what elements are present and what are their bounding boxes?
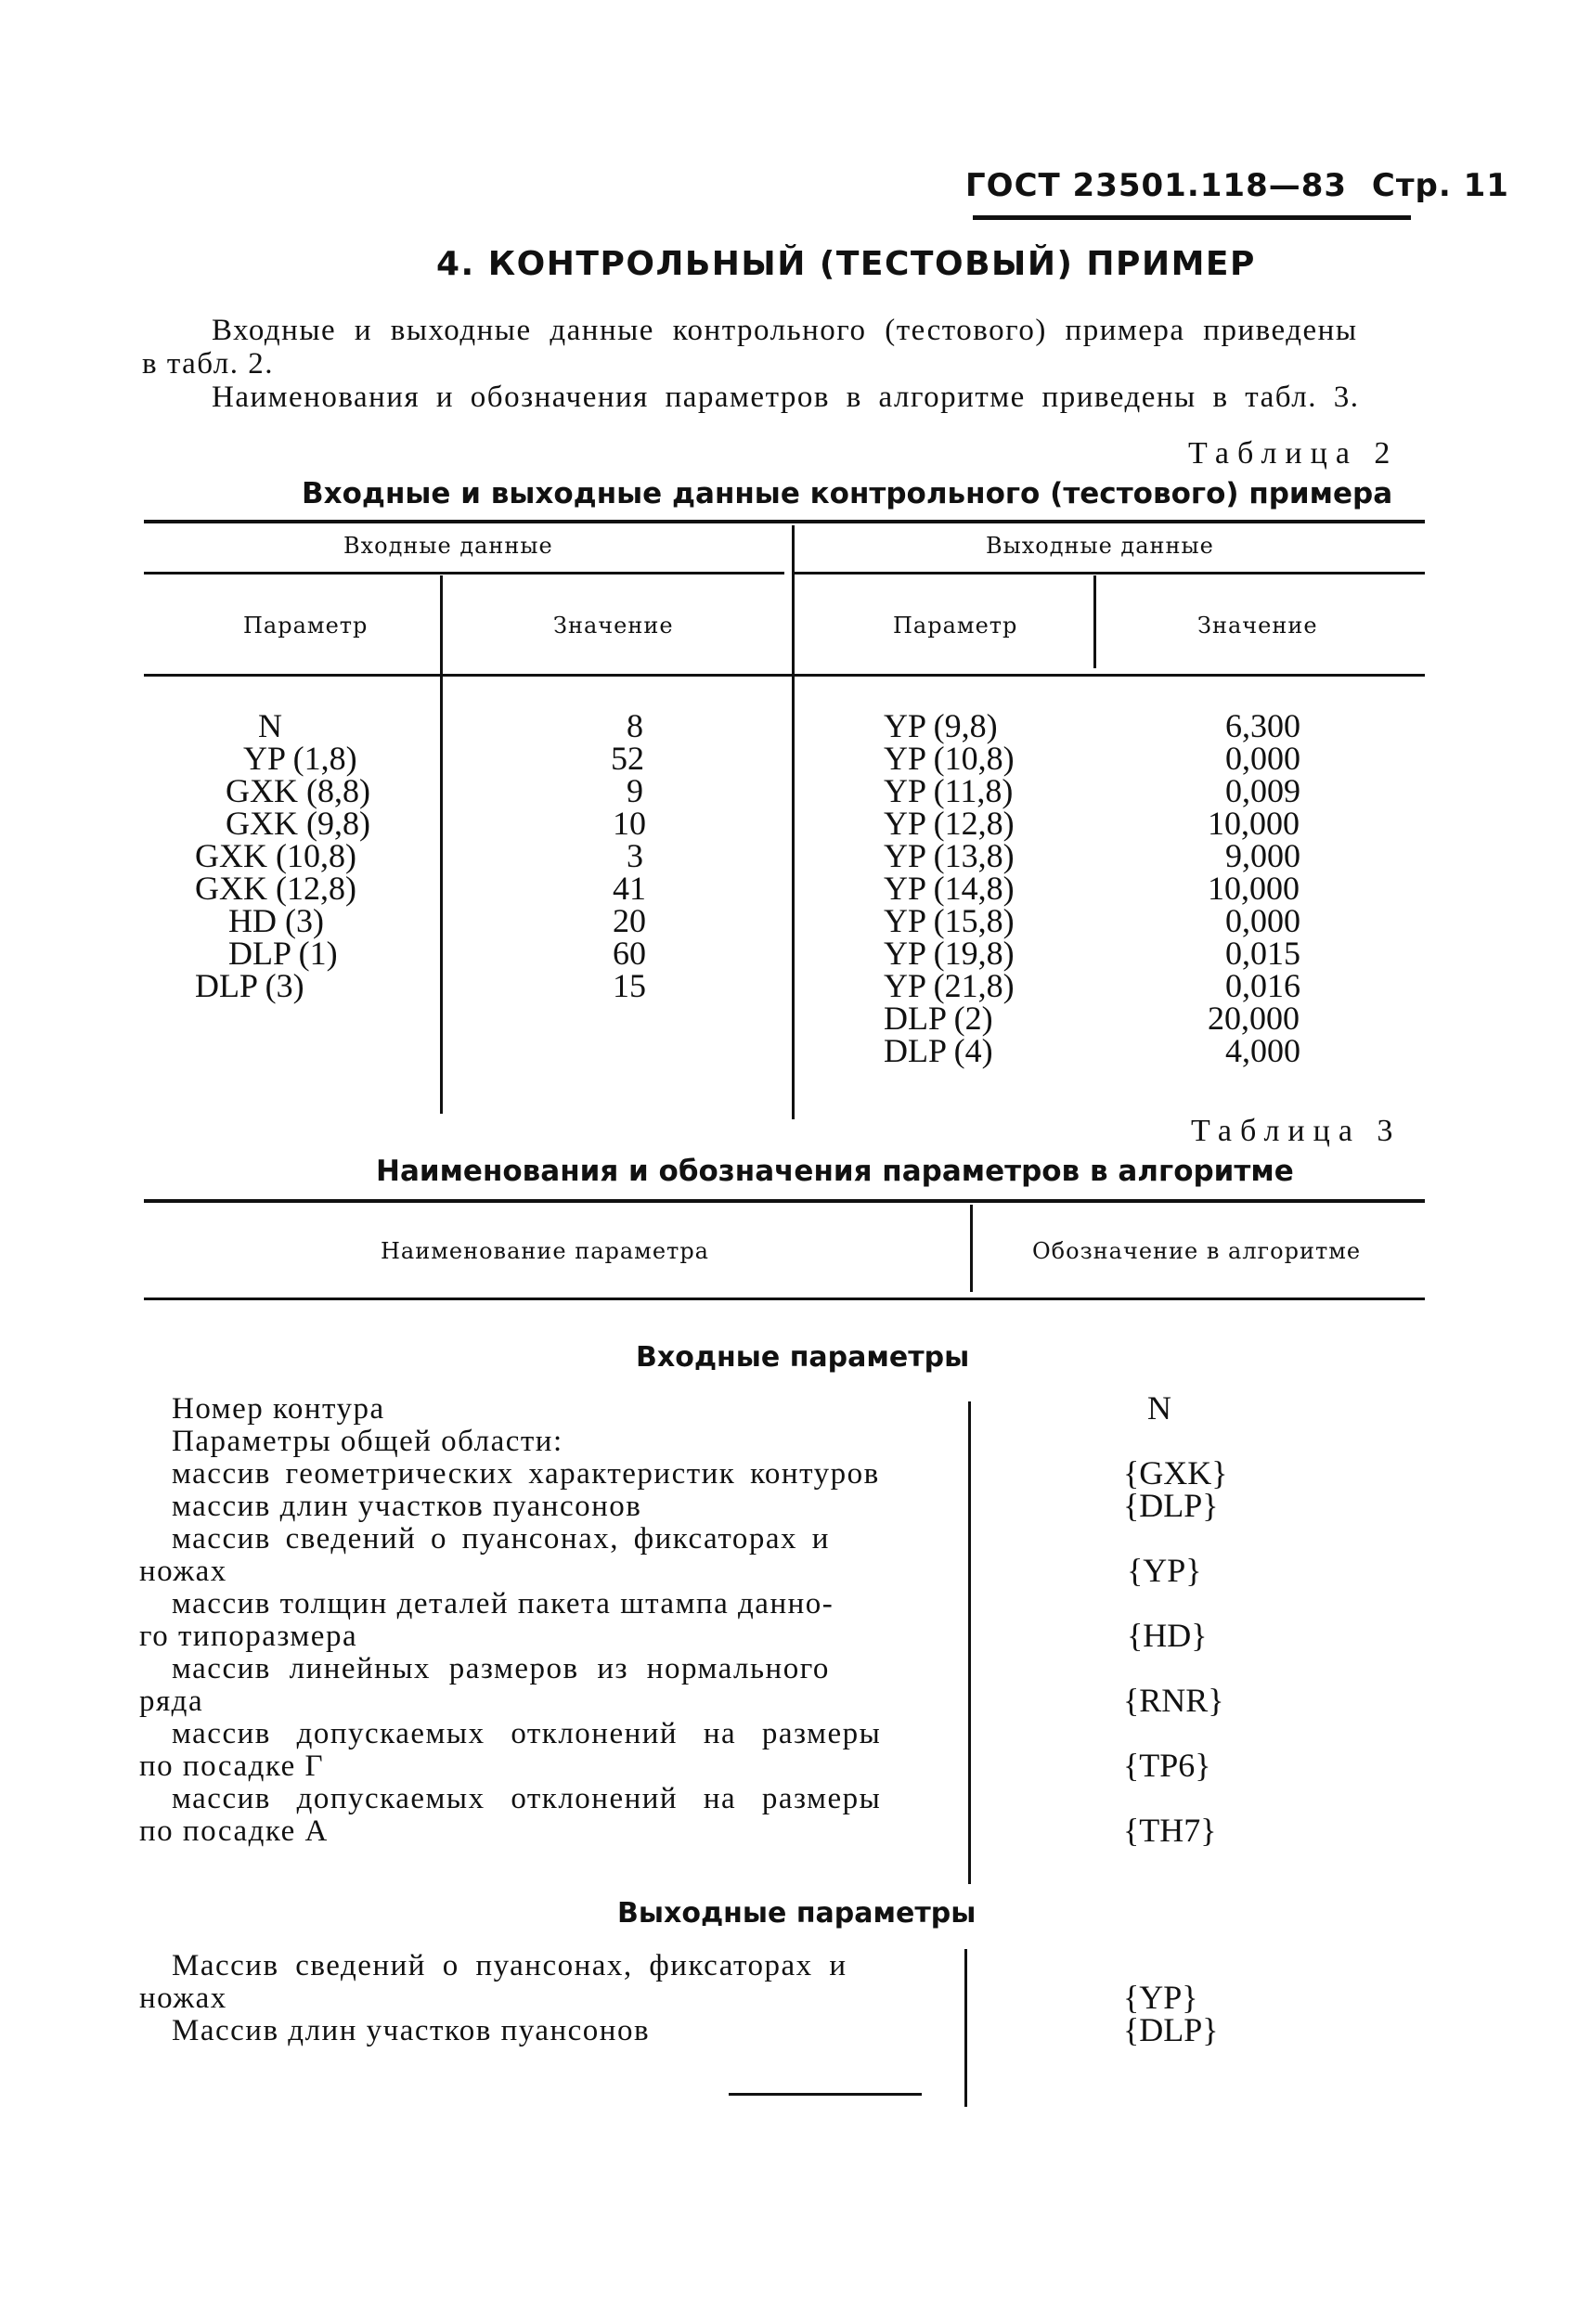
list-item: Номер контура — [172, 1392, 385, 1426]
table2-group-divider — [792, 525, 795, 1119]
header-rule — [973, 215, 1411, 220]
table3-output-divider — [964, 1949, 967, 2107]
param-cell: GXK (9,8) — [226, 805, 370, 842]
param-cell: YP (12,8) — [884, 805, 1015, 842]
table2-col-divider-output — [1093, 575, 1096, 668]
table2-col-header-input-value: Значение — [553, 613, 674, 639]
table3-input-heading: Входные параметры — [636, 1341, 970, 1374]
list-item: ножах — [139, 1555, 227, 1588]
table-row — [884, 902, 1015, 939]
param-cell: GXK (10,8) — [195, 837, 356, 874]
value-cell: 6,300 — [1225, 707, 1300, 744]
value-cell: 10,000 — [1208, 870, 1300, 907]
list-item: массив толщин деталей пакета штампа данно- — [172, 1587, 834, 1620]
param-cell: GXK (8,8) — [226, 772, 370, 809]
table3-label: Таблица 3 — [1191, 1114, 1402, 1148]
value-cell: 10,000 — [1208, 805, 1300, 842]
table-row — [884, 772, 1014, 809]
intro-line-2: в табл. 2. — [142, 347, 274, 381]
value-cell: 0,009 — [1225, 772, 1300, 809]
list-item: массив линейных размеров из нормального — [172, 1652, 830, 1685]
table2-caption: Входные и выходные данные контрольного (тестового) примера — [302, 477, 1393, 510]
value-cell: 41 — [613, 870, 646, 907]
value-cell: 0,016 — [1225, 967, 1300, 1004]
list-item: по посадке Г — [139, 1749, 325, 1783]
table3-col-header-name: Наименование параметра — [381, 1238, 709, 1264]
value-cell: 20 — [613, 902, 646, 939]
param-cell: YP (9,8) — [884, 707, 998, 744]
list-item: ряда — [139, 1685, 204, 1718]
value-cell: 20,000 — [1208, 1000, 1300, 1037]
table3-caption: Наименования и обозначения параметров в алгоритме — [376, 1155, 1294, 1188]
table-row — [884, 742, 1015, 775]
standard-number: ГОСТ 23501.118—83 — [965, 167, 1348, 204]
table3-top-rule — [144, 1199, 1425, 1203]
value-cell: 4,000 — [1225, 1032, 1300, 1069]
param-cell: YP (1,8) — [243, 740, 357, 777]
table-row — [884, 937, 1015, 970]
param-cell: N — [258, 707, 282, 744]
param-cell: YP (11,8) — [884, 772, 1014, 809]
table2-group-rule-left — [144, 572, 784, 575]
symbol-cell: {YP} — [1127, 1552, 1202, 1589]
symbol-cell: N — [1147, 1389, 1171, 1427]
list-item: Массив длин участков пуансонов — [172, 2014, 651, 2047]
table2-top-rule — [144, 520, 1425, 523]
value-cell: 60 — [613, 935, 646, 972]
end-rule — [729, 2093, 922, 2096]
param-cell: GXK (12,8) — [195, 870, 356, 907]
table-row — [884, 1032, 993, 1069]
list-item: Параметры общей области: — [172, 1425, 563, 1458]
symbol-cell: {DLP} — [1123, 1487, 1219, 1524]
table3-input-divider — [968, 1401, 971, 1884]
table2-col-header-input-param: Параметр — [243, 613, 369, 639]
list-item: го типоразмера — [139, 1620, 358, 1653]
param-cell: HD (3) — [228, 902, 324, 939]
param-cell: YP (14,8) — [884, 870, 1015, 907]
list-item: массив геометрических характеристик контуров — [172, 1457, 880, 1491]
table-row — [884, 707, 998, 744]
table2-input-group-header: Входные данные — [343, 533, 553, 559]
list-item: по посадке А — [139, 1814, 329, 1848]
intro-line-3: Наименования и обозначения параметров в алгоритме приведены в табл. 3. — [212, 381, 1360, 414]
param-cell: DLP (3) — [195, 967, 304, 1004]
table2-col-header-output-param: Параметр — [893, 613, 1018, 639]
table-row — [884, 837, 1015, 874]
table-row — [884, 872, 1015, 905]
list-item: массив сведений о пуансонах, фиксаторах и — [172, 1522, 830, 1556]
symbol-cell: {DLP} — [1123, 2011, 1219, 2048]
table3-header-rule — [144, 1298, 1425, 1300]
param-cell: DLP (1) — [228, 935, 338, 972]
table2-label: Таблица 2 — [1188, 436, 1399, 471]
param-cell: DLP (4) — [884, 1032, 993, 1069]
table2-col-header-output-value: Значение — [1197, 613, 1318, 639]
list-item: массив допускаемых отклонений на размеры — [172, 1782, 882, 1815]
list-item: ножах — [139, 1982, 227, 2015]
table3-output-heading: Выходные параметры — [617, 1897, 977, 1930]
table-row — [884, 967, 1015, 1004]
symbol-cell: {RNR} — [1123, 1682, 1224, 1719]
table2-header-rule — [144, 674, 1425, 677]
param-cell: YP (15,8) — [884, 902, 1015, 939]
symbol-cell: {GXK} — [1123, 1454, 1228, 1491]
table-row — [884, 807, 1015, 840]
symbol-cell: {HD} — [1127, 1617, 1208, 1654]
table2-group-rule-right — [795, 572, 1425, 575]
value-cell: 0,000 — [1225, 902, 1300, 939]
param-cell: DLP (2) — [884, 1000, 993, 1037]
value-cell: 8 — [627, 707, 643, 744]
param-cell: YP (19,8) — [884, 935, 1015, 972]
value-cell: 0,015 — [1225, 935, 1300, 972]
page-header — [965, 167, 1509, 204]
param-cell: YP (13,8) — [884, 837, 1015, 874]
page-number: Стр. 11 — [1371, 167, 1509, 204]
value-cell: 15 — [613, 967, 646, 1004]
table3-col-header-symbol: Обозначение в алгоритме — [1032, 1238, 1362, 1264]
list-item: массив допускаемых отклонений на размеры — [172, 1717, 882, 1750]
section-title: 4. КОНТРОЛЬНЫЙ (ТЕСТОВЫЙ) ПРИМЕР — [436, 245, 1256, 283]
intro-line-1: Входные и выходные данные контрольного (тестового) примера приведены — [212, 314, 1358, 347]
value-cell: 9 — [627, 772, 643, 809]
value-cell: 3 — [627, 837, 643, 874]
symbol-cell: {TP6} — [1123, 1747, 1211, 1784]
table2-col-divider-input — [440, 575, 443, 1114]
param-cell: YP (10,8) — [884, 740, 1015, 777]
list-item: Массив сведений о пуансонах, фиксаторах и — [172, 1949, 847, 1982]
table-row — [884, 1002, 993, 1035]
value-cell: 0,000 — [1225, 740, 1300, 777]
table2-output-group-header: Выходные данные — [986, 533, 1214, 559]
param-cell: YP (21,8) — [884, 967, 1015, 1004]
value-cell: 9,000 — [1225, 837, 1300, 874]
list-item: массив длин участков пуансонов — [172, 1490, 642, 1523]
symbol-cell: {YP} — [1123, 1979, 1198, 2016]
table3-header-divider — [970, 1205, 973, 1292]
value-cell: 52 — [611, 740, 644, 777]
symbol-cell: {TH7} — [1123, 1812, 1217, 1849]
value-cell: 10 — [613, 805, 646, 842]
